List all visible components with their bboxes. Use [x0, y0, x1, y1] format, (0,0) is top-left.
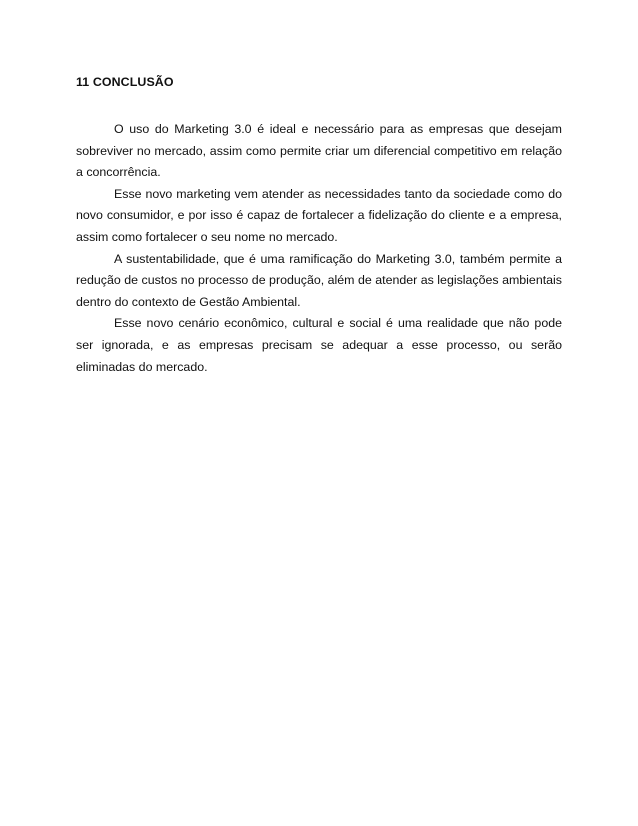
section-heading: 11 CONCLUSÃO [76, 75, 174, 89]
document-content [76, 74, 562, 378]
paragraph-1: O uso do Marketing 3.0 é ideal e necessário para as empresas que desejam sobreviver no mercado, assim como permite criar um diferencial competitivo em relação a concorrência. [76, 122, 562, 180]
paragraph-4: Esse novo cenário econômico, cultural e social é uma realidade que não pode ser ignorada, e as empresas precisam se adequar a esse processo, ou serão eliminadas do mercado. [76, 316, 562, 374]
section-body [76, 119, 562, 378]
paragraph-2: Esse novo marketing vem atender as necessidades tanto da sociedade como do novo consumidor, e por isso é capaz de fortalecer a fidelização do cliente e a empresa, assim como fortalecer o seu nome no mercado. [76, 186, 562, 244]
paragraph-3: A sustentabilidade, que é uma ramificação do Marketing 3.0, também permite a redução de custos no processo de produção, além de atender as legislações ambientais dentro do contexto de Gestão Ambiental. [76, 251, 562, 309]
